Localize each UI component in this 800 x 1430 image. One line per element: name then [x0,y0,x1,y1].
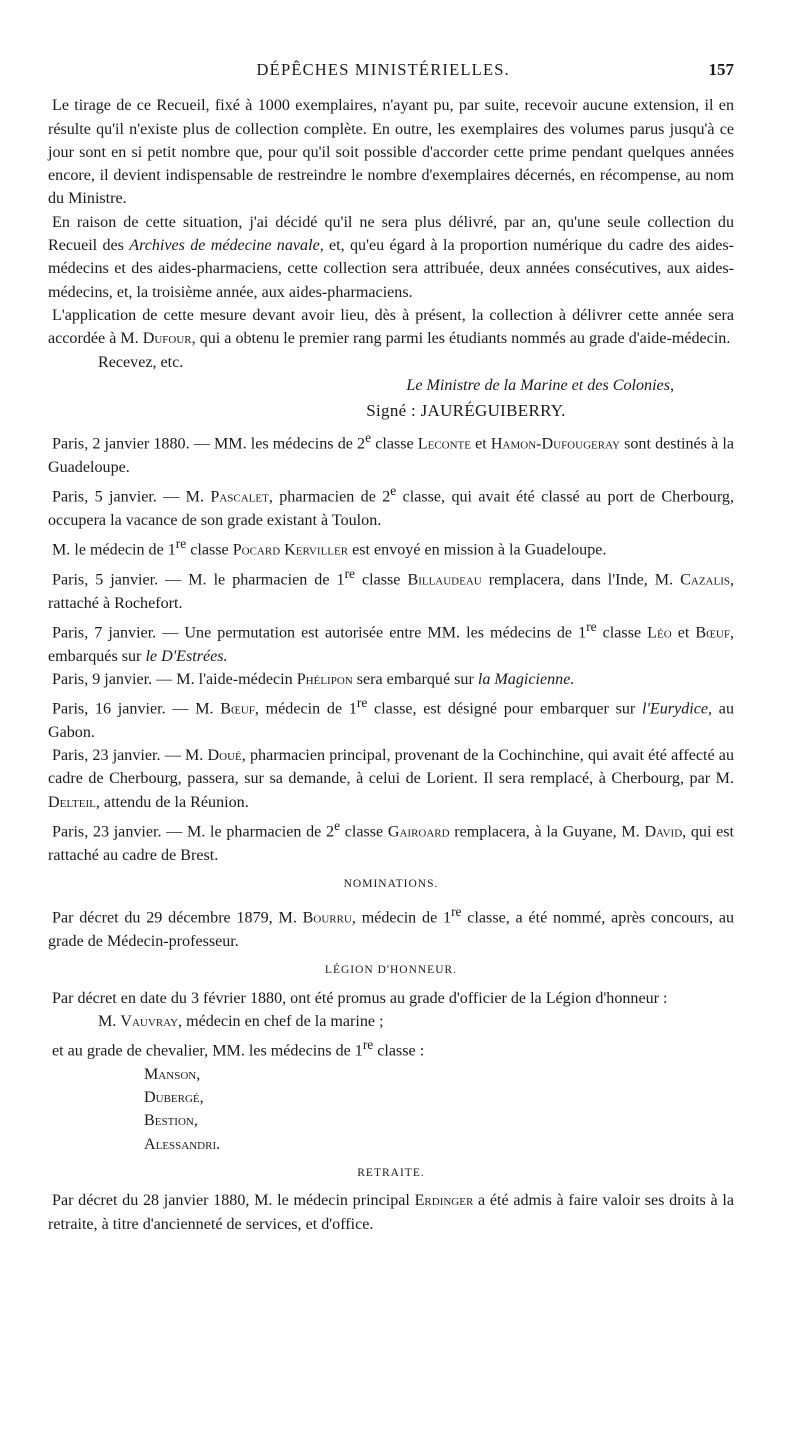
paragraph-decision: En raison de cette situation, j'ai décidé qu'il ne sera plus délivré, par an, qu'une seule collection du Recueil des Archives de médecine navale, et, qu'eu égard à la proportion numérique du cadre des aides-médecins et des aides-pharmaciens, cette collection sera attribuée, deux années consécutives, aux aides-médecins, et, la troisième année, aux aides-pharmaciens. [48,213,735,301]
closing-formula: Recevez, etc. [98,353,184,371]
nomination-entry: Par décret du 29 décembre 1879, M. Bourru, médecin de 1re classe, a été nommé, après concours, au grade de Médecin-professeur. [48,904,735,950]
section-heading-nominations: NOMINATIONS. [343,878,439,891]
officer-line: M. Vauvray, médecin en chef de la marine ; [98,1012,384,1030]
dispatch-entry: Paris, 23 janvier. — M. Doué, pharmacien principal, provenant de la Cochinchine, qui avait été affecté au cadre de Cherbourg, passera, sur sa demande, à celui de Lorient. Il sera remplacé, à Cherbourg, par M. Delteil, attendu de la Réunion. [48,747,734,811]
page-number: 157 [708,60,734,79]
section-heading-retraite: RETRAITE. [357,1167,425,1179]
paragraph-application: L'application de cette mesure devant avoir lieu, dès à présent, la collection à délivrer cette année sera accordée à M. Dufour, qui a obtenu le premier rang parmi les étudiants nommés au grade d'aide-médecin. [48,306,734,348]
dispatch-entry: Paris, 5 janvier. — M. Pascalet, pharmacien de 2e classe, qui avait été classé au port de Cherbourg, occupera la vacance de son grade existant à Toulon. [48,483,734,530]
dispatch-entry: Paris, 16 janvier. — M. Bœuf, médecin de 1re classe, est désigné pour embarquer sur l'Eurydice, au Gabon. [48,695,734,741]
dispatch-entry: Paris, 2 janvier 1880. — MM. les médecins de 2e classe Leconte et Hamon-Dufougeray sont destinés à la Guadeloupe. [48,430,734,477]
chevalier-names-list [144,1063,734,1156]
dispatch-entry: M. le médecin de 1re classe Pocard Kerviller est envoyé en mission à la Guadeloupe. [52,536,607,559]
section-heading-legion: LÉGION D'HONNEUR. [324,964,458,977]
person-name: Dufour [142,330,192,348]
signature-line: Signé : JAURÉGUIBERRY. [366,401,566,421]
minister-line: Le Ministre de la Marine et des Colonies, [406,376,674,394]
list-item: Bestion, [144,1112,198,1130]
retraite-entry: Par décret du 28 janvier 1880, M. le médecin principal Erdinger a été admis à faire valoir ses droits à la retraite, à titre d'ancienneté de services, et d'office. [48,1192,734,1233]
list-item: Dubergé, [144,1089,204,1107]
chevalier-line: et au grade de chevalier, MM. les médecins de 1re classe : [52,1037,425,1060]
dispatch-entry: Paris, 23 janvier. — M. le pharmacien de 2e classe Gairoard remplacera, à la Guyane, M. David, qui est rattaché au cadre de Brest. [48,818,735,864]
dispatch-entry: Paris, 9 janvier. — M. l'aide-médecin Phélipon sera embarqué sur la Magicienne. [52,670,575,688]
legion-intro: Par décret en date du 3 février 1880, ont été promus au grade d'officier de la Légion d'honneur : [52,989,668,1007]
list-item: Manson, [144,1065,201,1083]
dispatch-entry: Paris, 7 janvier. — Une permutation est autorisée entre MM. les médecins de 1re classe Léo et Bœuf, embarqués sur le D'Estrées. [48,618,734,665]
journal-title: Archives de médecine navale, [129,237,324,255]
dispatch-entry: Paris, 5 janvier. — M. le pharmacien de 1re classe Billaudeau remplacera, dans l'Inde, M. Cazalis, rattaché à Rochefort. [48,566,735,612]
running-title: DÉPÊCHES MINISTÉRIELLES. [256,60,510,79]
list-item: Alessandri. [144,1135,221,1153]
paragraph-tirage: Le tirage de ce Recueil, fixé à 1000 exemplaires, n'ayant pu, par suite, recevoir aucune extension, il en résulte qu'il n'existe plus de collection complète. En outre, les exemplaires des volumes parus jusqu'à ce jour sont en si petit nombre que, pour qu'il soit possible d'accorder cette prime pendant quelques années encore, il devient indispensable de restreindre le nombre d'exemplaires décernés, en récompense, au nom du Ministre. [48,97,734,208]
page-header [58,58,734,81]
